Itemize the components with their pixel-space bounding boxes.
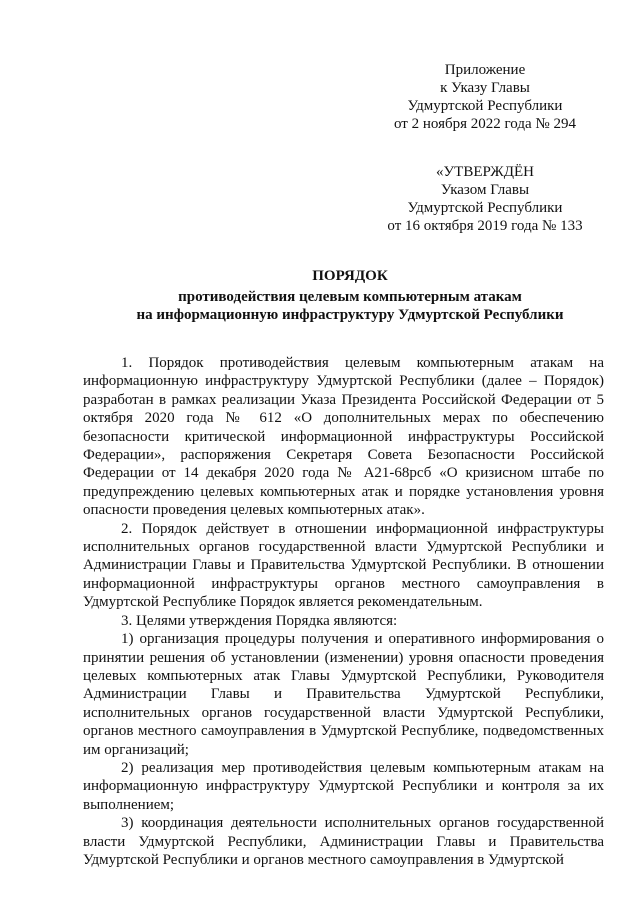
paragraph: 2. Порядок действует в отношении информационной инфраструктуры исполнительных органов государственной власти Удмуртской Республики и Администрации Главы и Правительства Удмуртской Республики. В отношении информационной инфраструктуры органов местного самоуправления в Удмуртской Республике Порядок является рекомендательным. xyxy=(83,520,604,611)
approval-line: Указом Главы xyxy=(440,182,530,198)
approval-date-line: от 16 октября 2019 года № 133 xyxy=(387,218,583,234)
document-title: ПОРЯДОК xyxy=(312,268,388,284)
approval-stamp xyxy=(360,163,610,235)
approval-line: «УТВЕРЖДЁН xyxy=(436,164,534,180)
appendix-line: Приложение xyxy=(444,62,526,78)
paragraph: 3. Целями утверждения Порядка являются: xyxy=(121,612,398,629)
paragraph: 2) реализация мер противодействия целевым компьютерным атакам на информационную инфраструктуру Удмуртской Республики и контроля за их выполнением; xyxy=(83,759,604,813)
document-body xyxy=(83,354,604,869)
document-subtitle: противодействия целевым компьютерным атакам xyxy=(178,289,522,305)
appendix-date-line: от 2 ноября 2022 года № 294 xyxy=(394,116,576,132)
appendix-line: к Указу Главы xyxy=(440,80,530,96)
paragraph: 1) организация процедуры получения и оперативного информирования о принятии решения об установлении (изменении) уровня опасности проведения целевых компьютерных атак Главы Удмуртской Республики, Руководителя Администрации Главы и Правительства Удмуртской Республики, исполнительных органов государственной власти Удмуртской Республики, органов местного самоуправления в Удмуртской Республике, подведомственных им организаций; xyxy=(83,631,604,758)
appendix-line: Удмуртской Республики xyxy=(407,98,563,114)
paragraph: 1. Порядок противодействия целевым компьютерным атакам на информационную инфраструктуру Удмуртской Республики (далее – Порядок) разработан в рамках реализации Указа Президента Российской Федерации от 5 октября 2020 года № 612 «О дополнительных мерах по обеспечению безопасности критической информационной инфраструктуры Российской Федерации», распоряжения Секретаря Совета Безопасности Российской Федерации от 14 декабря 2020 года № А21-68рсб «О кризисном штабе по предупреждению целевых компьютерных атак и порядке установления уровня опасности проведения целевых компьютерных атак». xyxy=(83,355,604,519)
approval-line: Удмуртской Республики xyxy=(407,200,563,216)
paragraph: 3) координация деятельности исполнительных органов государственной власти Удмуртской Республики, Администрации Главы и Правительства Удмуртской Республики и органов местного самоуправления в Удмуртской xyxy=(83,815,604,868)
document-subtitle: на информационную инфраструктуру Удмуртской Республики xyxy=(136,307,564,323)
appendix-header xyxy=(360,61,610,133)
